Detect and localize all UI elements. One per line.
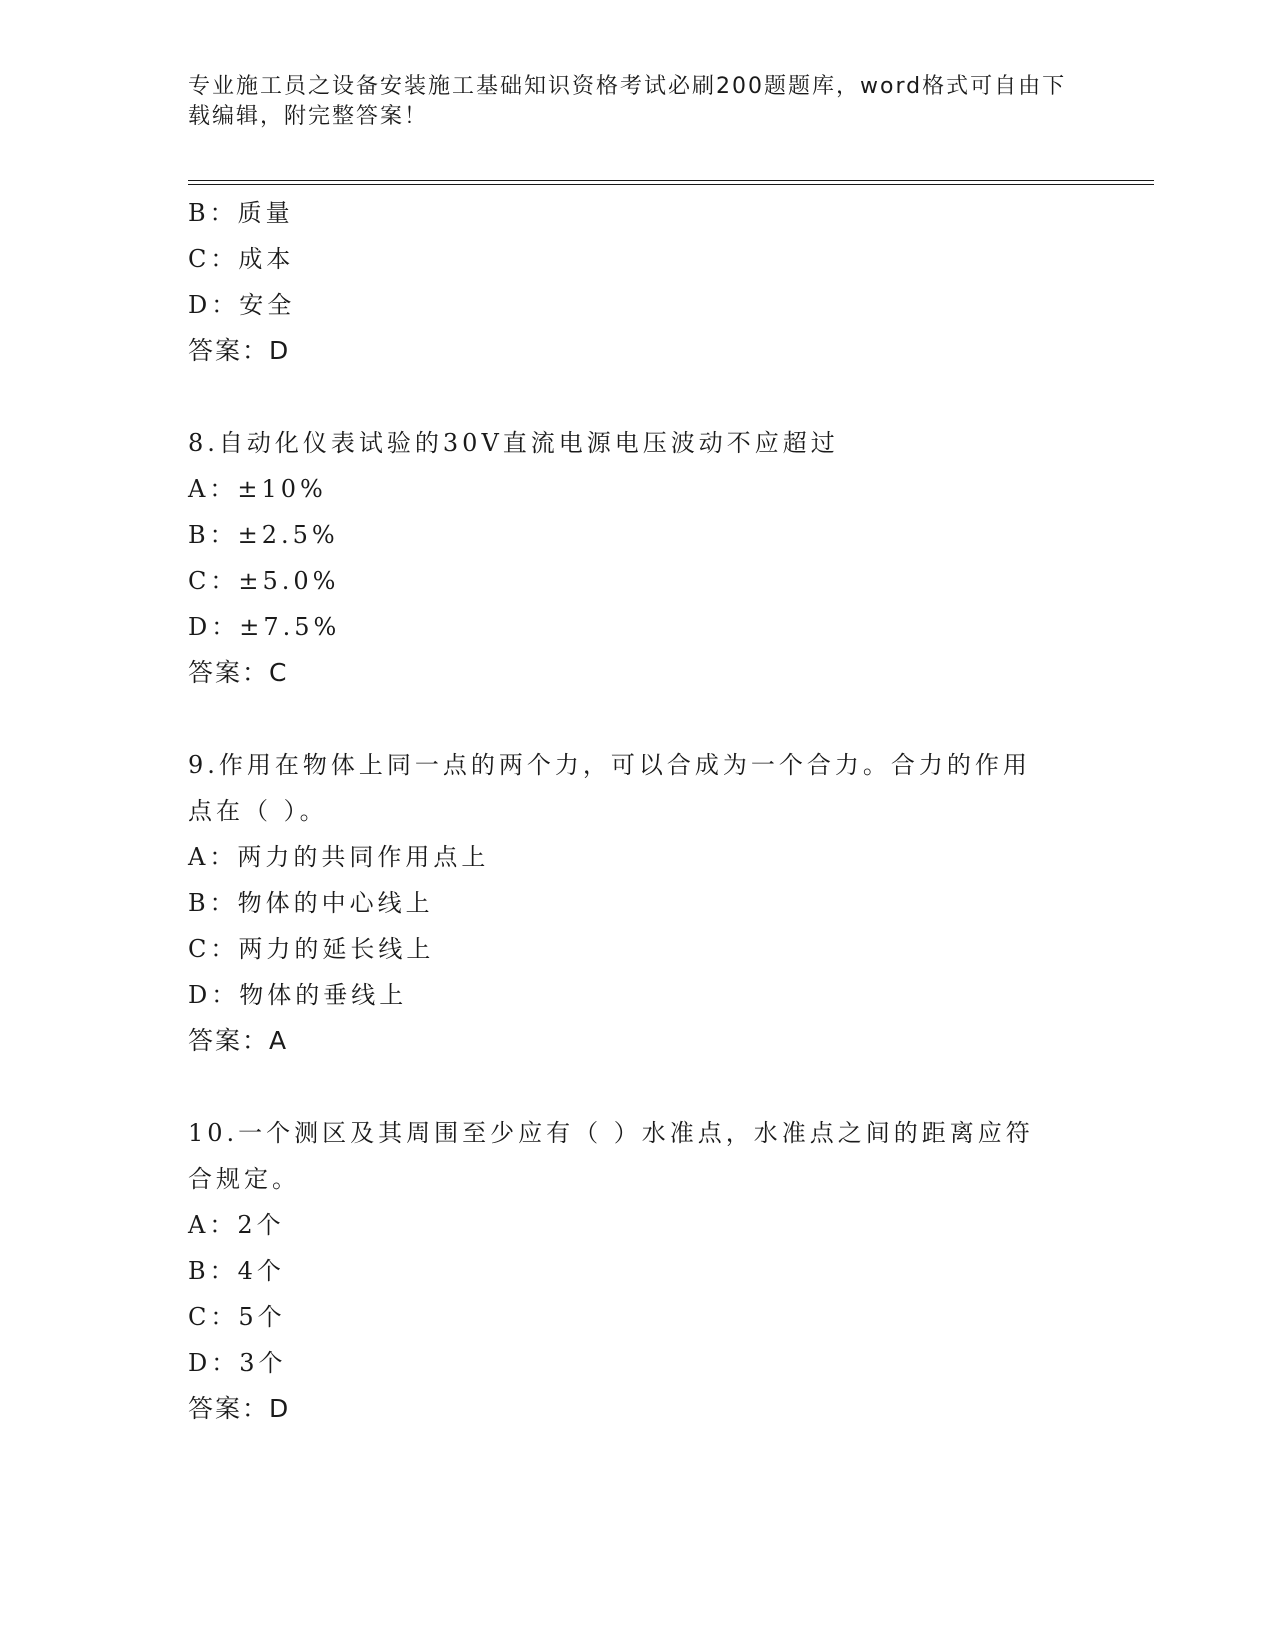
page-header: 专业施工员之设备安装施工基础知识资格考试必刷200题题库，word格式可自由下载编辑，附完整答案！ <box>188 74 1067 129</box>
option-b: B：质量 <box>188 199 294 227</box>
answer-line: 答案：D <box>188 1394 291 1423</box>
answer-line: 答案：D <box>188 336 291 365</box>
option-d: D：物体的垂线上 <box>188 981 408 1009</box>
answer-line: 答案：C <box>188 658 289 687</box>
question-text: 10.一个测区及其周围至少应有（ ）水准点，水准点之间的距离应符合规定。 <box>188 1119 1034 1193</box>
option-c: C：5个 <box>188 1303 286 1331</box>
option-a: A：2个 <box>188 1211 285 1239</box>
question-content <box>188 190 1088 1432</box>
option-d: D：安全 <box>188 291 296 319</box>
option-c: C：±5.0% <box>188 567 340 595</box>
question-text: 8.自动化仪表试验的30V直流电源电压波动不应超过 <box>188 429 839 457</box>
option-c: C：成本 <box>188 245 295 273</box>
header-rule-bottom <box>188 184 1154 185</box>
header-rule-top <box>188 180 1154 181</box>
option-d: D：3个 <box>188 1349 287 1377</box>
option-b: B：物体的中心线上 <box>188 889 434 917</box>
option-a: A：两力的共同作用点上 <box>188 843 490 871</box>
option-b: B：±2.5% <box>188 521 339 549</box>
question-text: 9.作用在物体上同一点的两个力，可以合成为一个合力。合力的作用点在（ ）。 <box>188 751 1031 825</box>
option-c: C：两力的延长线上 <box>188 935 435 963</box>
option-a: A：±10% <box>188 475 327 503</box>
answer-line: 答案：A <box>188 1026 289 1055</box>
option-b: B：4个 <box>188 1257 285 1285</box>
option-d: D：±7.5% <box>188 613 341 641</box>
